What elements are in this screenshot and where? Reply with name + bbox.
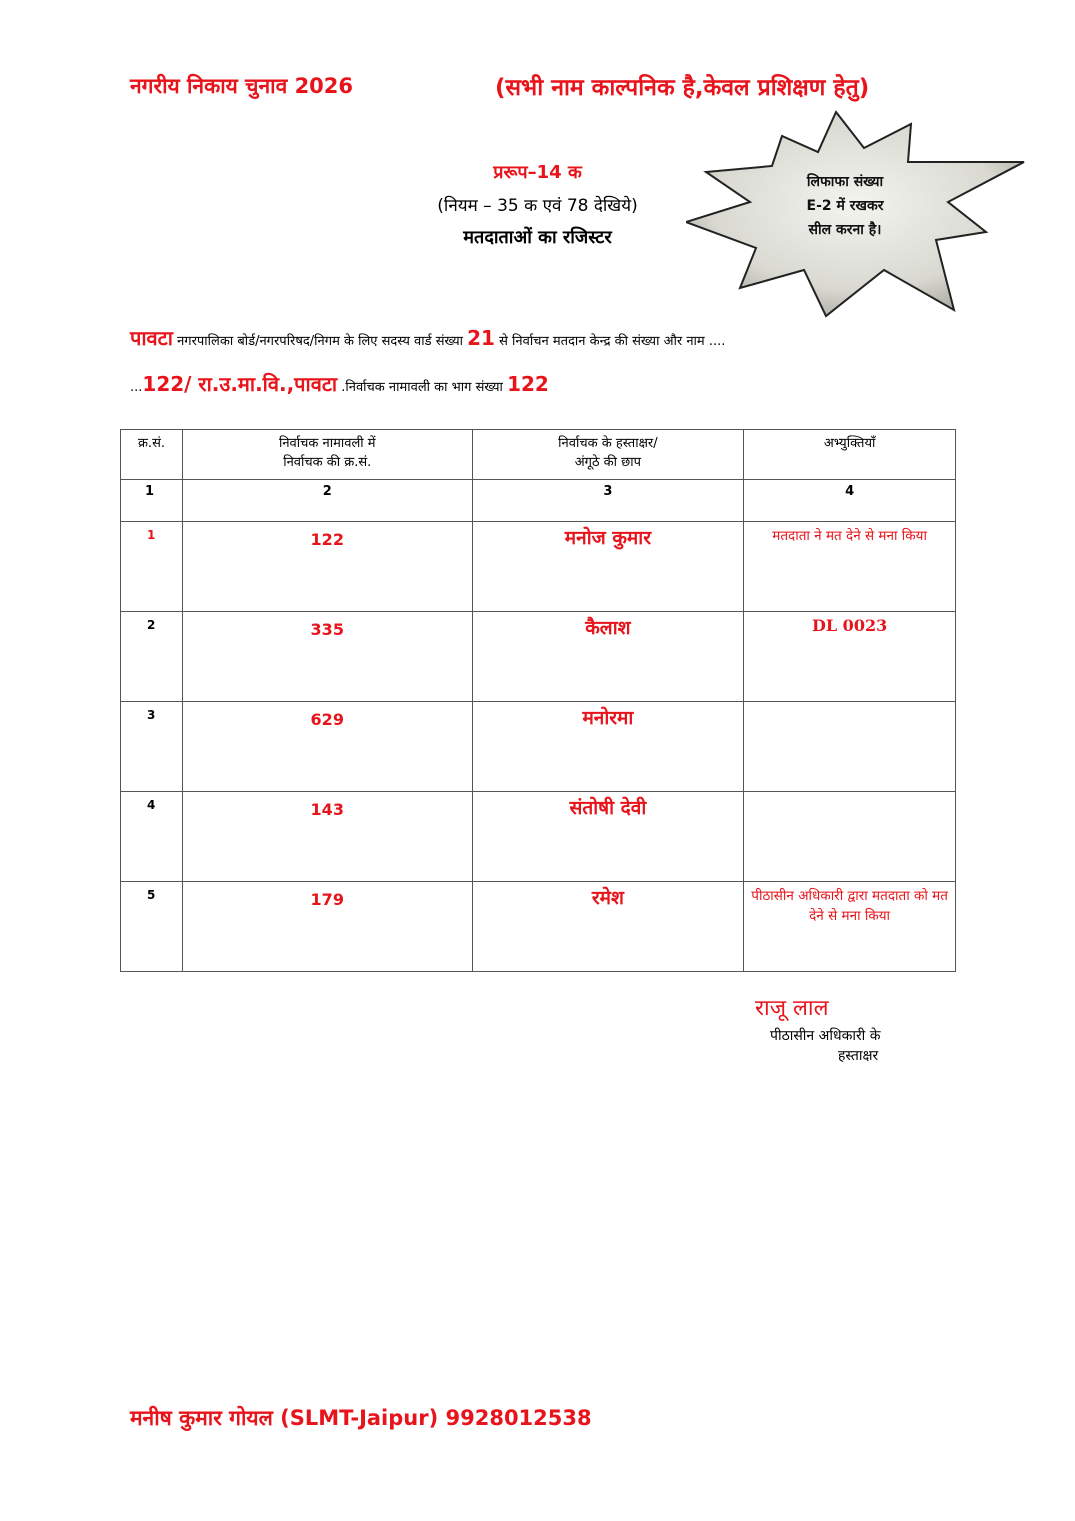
footer-credit: मनीष कुमार गोयल (SLMT-Jaipur) 9928012538 <box>130 1406 592 1430</box>
callout-line-1: लिफाफा संख्या <box>806 174 884 190</box>
header-roll-serial: निर्वाचक नामावली में निर्वाचक की क्र.सं. <box>182 430 472 480</box>
training-disclaimer: (सभी नाम काल्पनिक है,केवल प्रशिक्षण हेतु) <box>495 75 870 101</box>
row-remark: DL 0023 <box>744 612 956 702</box>
row-sn: 1 <box>121 522 183 612</box>
ward-details-line <box>130 324 725 351</box>
row-remark: मतदाता ने मत देने से मना किया <box>744 522 956 612</box>
station-text: से निर्वाचन मतदान केन्द्र की संख्या और नाम .... <box>499 334 726 349</box>
form-number: प्ररूप–14 क <box>493 162 582 183</box>
row-roll-serial: 122 <box>182 522 472 612</box>
header-signature: निर्वाचक के हस्ताक्षर/ अंगूठे की छाप <box>472 430 744 480</box>
form-name: मतदाताओं का रजिस्टर <box>463 227 612 248</box>
row-signature: कैलाश <box>472 612 744 702</box>
board-text: नगरपालिका बोर्ड/नगरपरिषद/निगम के लिए सदस्य वार्ड संख्या <box>177 334 463 349</box>
table-row <box>121 612 956 702</box>
row-roll-serial: 179 <box>182 882 472 972</box>
column-number-row <box>121 480 956 522</box>
callout-line-2: E-2 में रखकर <box>806 198 884 214</box>
presiding-officer-signature: राजू लाल <box>755 996 829 1021</box>
column-number: 4 <box>744 480 956 522</box>
table-row <box>121 702 956 792</box>
table-row <box>121 792 956 882</box>
row-sn: 4 <box>121 792 183 882</box>
part-number: 122 <box>507 372 549 396</box>
row-remark <box>744 792 956 882</box>
row-sn: 5 <box>121 882 183 972</box>
signature-label: पीठासीन अधिकारी के <box>770 1028 881 1044</box>
row-sn: 2 <box>121 612 183 702</box>
station-details-line <box>130 370 549 397</box>
row-remark <box>744 702 956 792</box>
row-signature: रमेश <box>472 882 744 972</box>
callout-line-3: सील करना है। <box>808 222 882 238</box>
row-remark: पीठासीन अधिकारी द्वारा मतदाता को मत देने से मना किया <box>744 882 956 972</box>
election-title: नगरीय निकाय चुनाव 2026 <box>130 74 354 98</box>
row-roll-serial: 629 <box>182 702 472 792</box>
row-signature: मनोरमा <box>472 702 744 792</box>
town-name: पावटा <box>130 326 173 350</box>
row-signature: संतोषी देवी <box>472 792 744 882</box>
column-number: 2 <box>182 480 472 522</box>
form-rule: (नियम – 35 क एवं 78 देखिये) <box>437 196 638 216</box>
voter-register-table <box>120 429 956 972</box>
row-signature: मनोज कुमार <box>472 522 744 612</box>
callout-text <box>760 170 930 242</box>
station-prefix: ... <box>130 380 143 395</box>
column-number: 3 <box>472 480 744 522</box>
table-row <box>121 882 956 972</box>
column-number: 1 <box>121 480 183 522</box>
table-row <box>121 522 956 612</box>
row-roll-serial: 143 <box>182 792 472 882</box>
header-remarks: अभ्युक्तियाँ <box>744 430 956 480</box>
ward-number: 21 <box>467 326 495 350</box>
signature-label: हस्ताक्षर <box>838 1048 879 1064</box>
row-roll-serial: 335 <box>182 612 472 702</box>
station-name: 122/ रा.उ.मा.वि.,पावटा <box>142 372 338 396</box>
row-sn: 3 <box>121 702 183 792</box>
header-sn: क्र.सं. <box>121 430 183 480</box>
part-text: .निर्वाचक नामावली का भाग संख्या <box>341 380 503 395</box>
table-header-row <box>121 430 956 480</box>
